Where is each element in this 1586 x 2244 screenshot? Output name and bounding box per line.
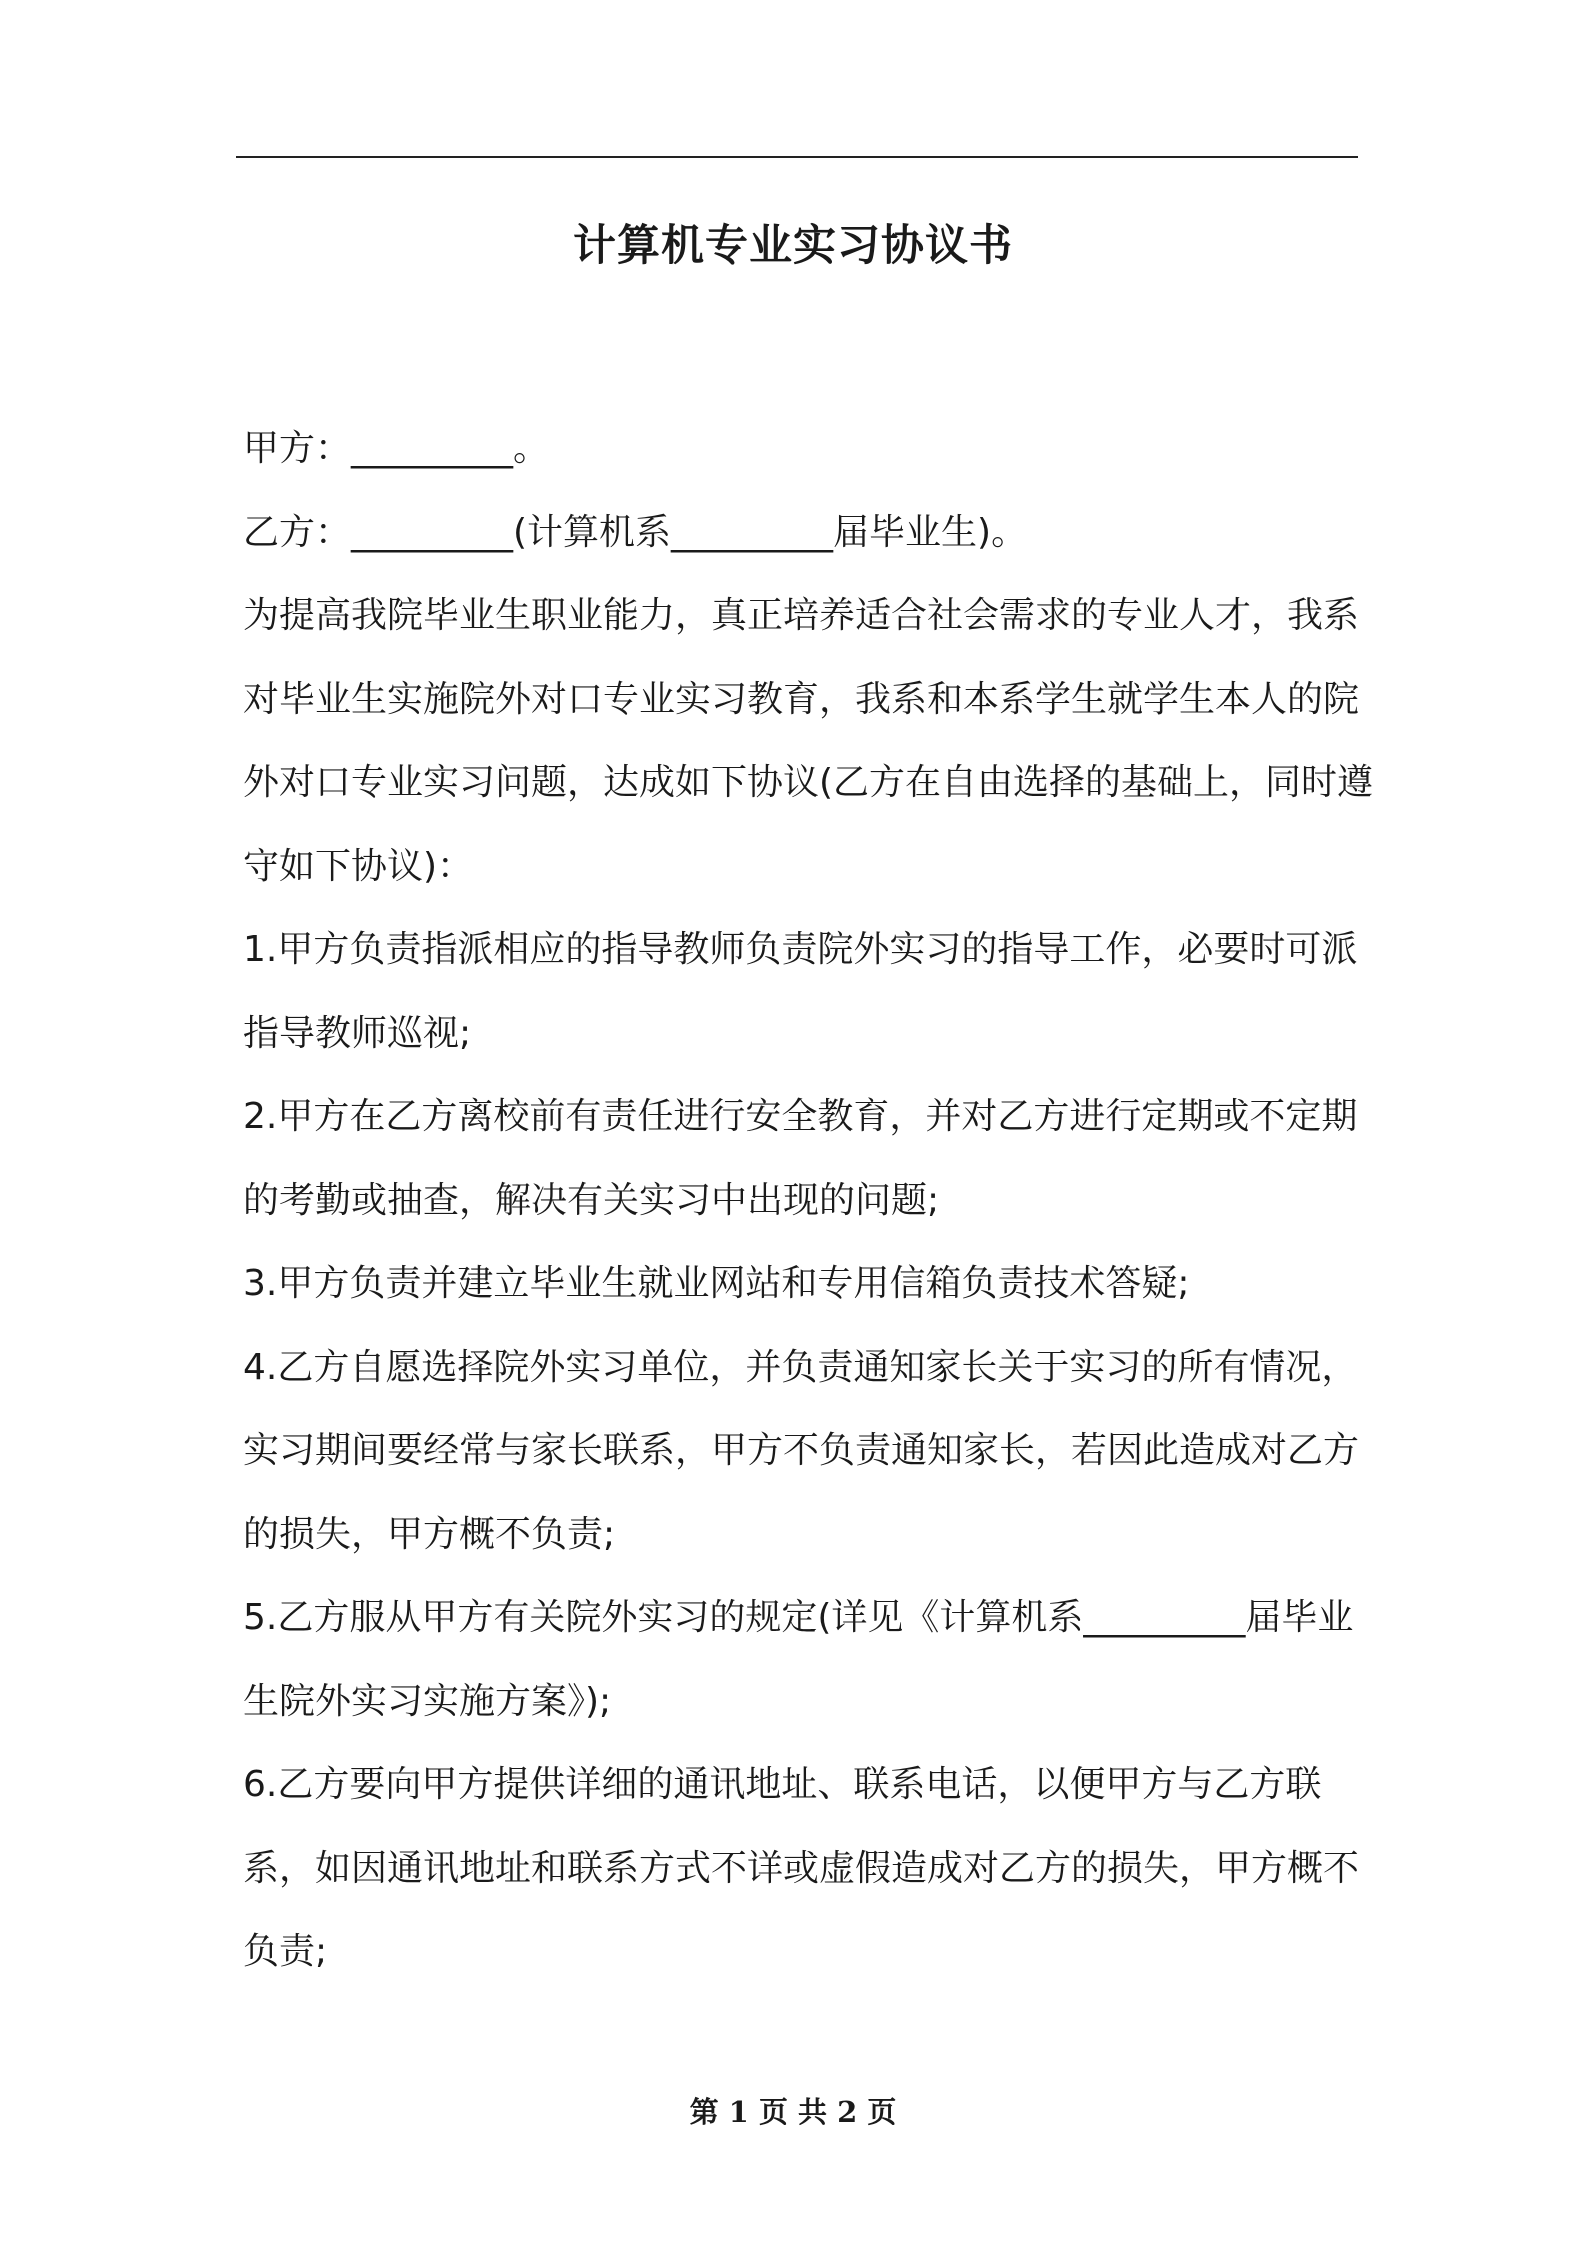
party-a-line: 甲方：_________。 — [243, 428, 550, 469]
document-body — [243, 407, 1383, 1994]
header-rule — [236, 156, 1358, 158]
document-title: 计算机专业实习协议书 — [573, 221, 1013, 271]
clause-4: 4.乙方自愿选择院外实习单位，并负责通知家长关于实习的所有情况，实习期间要经常与家长联系，甲方不负责通知家长，若因此造成对乙方的损失，甲方概不负责; — [243, 1346, 1360, 1555]
page-indicator: 第 1 页 共 2 页 — [689, 2095, 897, 2129]
clause-6: 6.乙方要向甲方提供详细的通讯地址、联系电话，以便甲方与乙方联系，如因通讯地址和联系方式不详或虚假造成对乙方的损失，甲方概不负责; — [243, 1764, 1360, 1972]
clause-3: 3.甲方负责并建立毕业生就业网站和专用信箱负责技术答疑; — [243, 1263, 1190, 1304]
intro-paragraph: 为提高我院毕业生职业能力，真正培养适合社会需求的专业人才，我系对毕业生实施院外对口专业实习教育，我系和本系学生就学生本人的院外对口专业实习问题，达成如下协议(乙方在自由选择的基础上，同时遵守如下协议)： — [243, 595, 1374, 887]
party-b-line: 乙方：_________(计算机系_________届毕业生)。 — [243, 511, 1028, 553]
clause-2: 2.甲方在乙方离校前有责任进行安全教育，并对乙方进行定期或不定期的考勤或抽查，解决有关实习中出现的问题; — [243, 1096, 1358, 1221]
clause-5: 5.乙方服从甲方有关院外实习的规定(详见《计算机系_________届毕业生院外实习实施方案》); — [243, 1597, 1354, 1722]
clause-1: 1.甲方负责指派相应的指导教师负责院外实习的指导工作，必要时可派指导教师巡视; — [243, 929, 1358, 1054]
